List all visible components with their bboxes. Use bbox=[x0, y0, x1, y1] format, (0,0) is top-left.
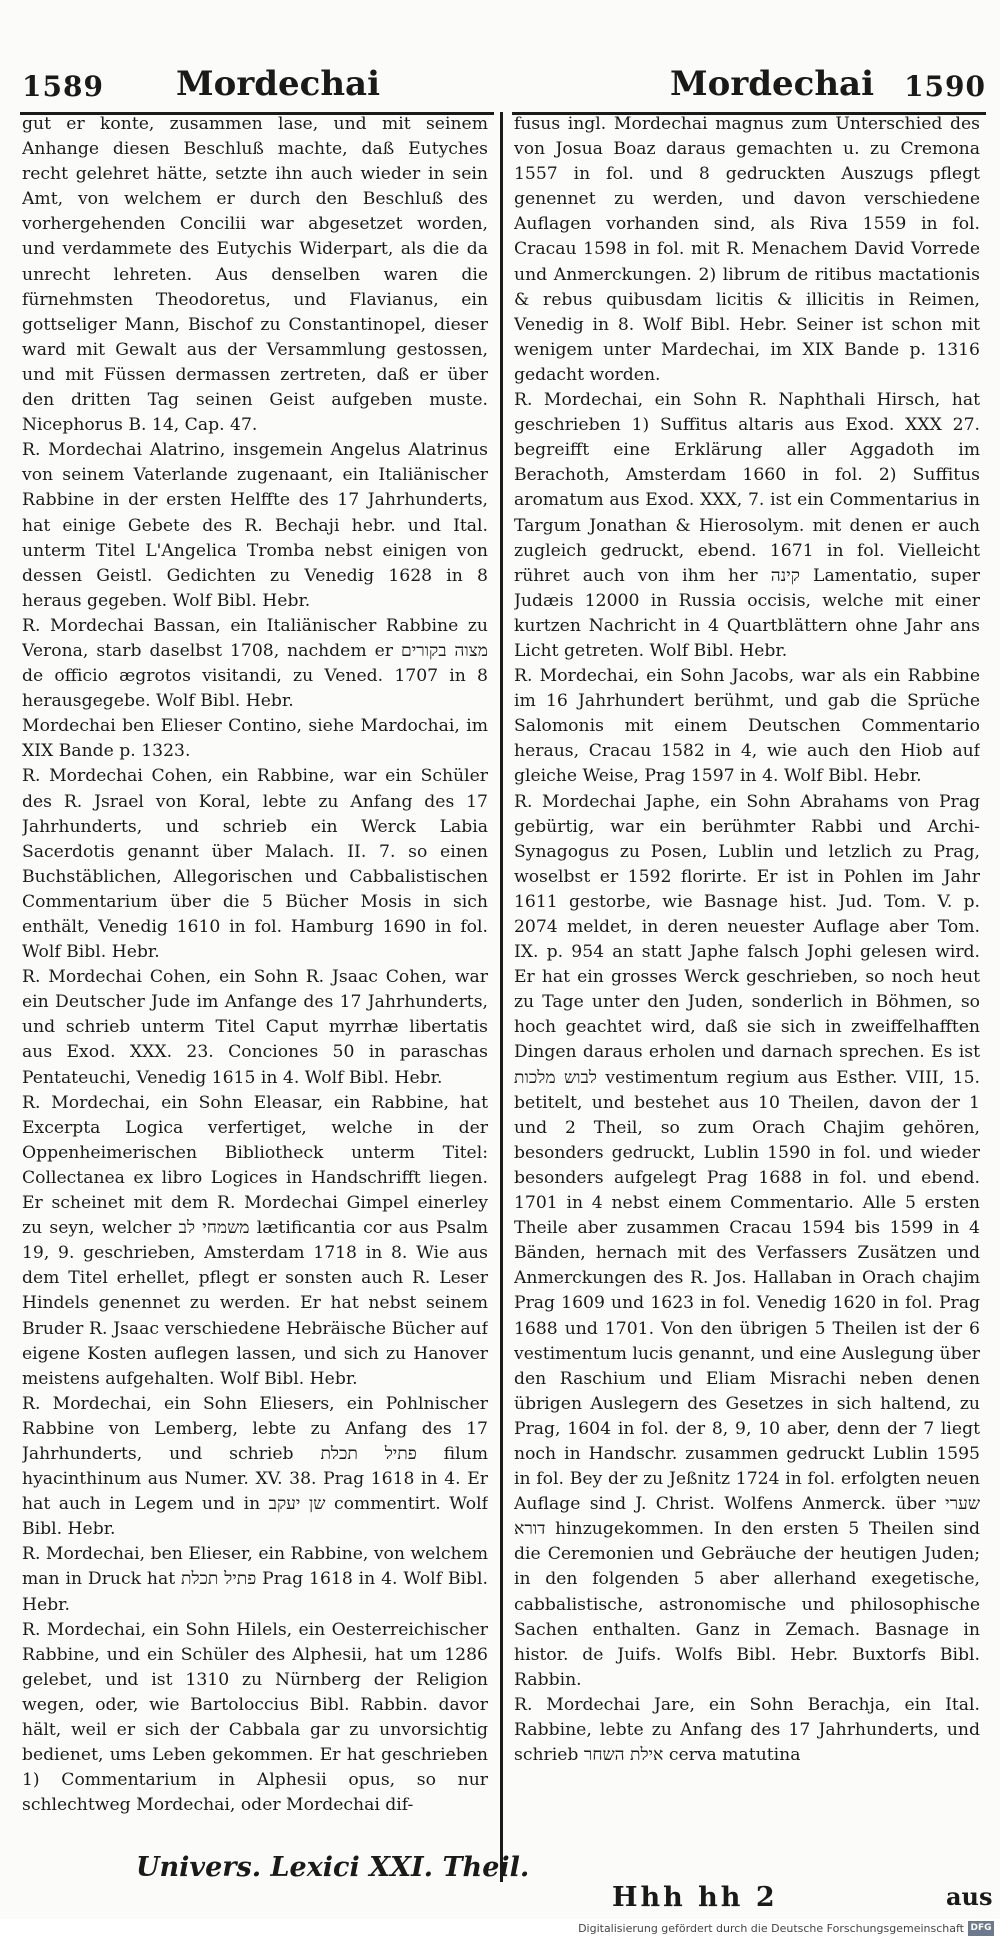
left-paragraph: R. Mordechai Cohen, ein Rabbine, war ein Schüler des R. Jsrael von Koral, lebte zu Anfang des 17 Jahrhunderts, und schrieb ein Werck Labia Sacerdotis genannt über Malach. II. 7. so einen Buchstäblichen, Allegorischen und Cabbalistischen Commentarium über die 5 Bücher Mosis in sich enthält, Venedig 1610 in fol. Hamburg 1690 in fol. Wolf Bibl. Hebr. bbox=[22, 766, 488, 963]
right-paragraph: fusus ingl. Mordechai magnus zum Unterschied des von Josua Boaz daraus gemachten u. zu Cremona 1557 in fol. und 8 gedruckten Auszugs pflegt genennet zu werden, und davon verschiedene Auflagen vorhanden sind, als Riva 1559 in fol. Cracau 1598 in fol. mit R. Menachem David Vorrede und Anmerckungen. 2) librum de ritibus mactationis & rebus quibusdam licitis & illicitis in Reimen, Venedig in 8. Wolf Bibl. Hebr. Seiner ist schon mit wenigem unter Mardechai, im XIX Bande p. 1316 gedacht worden. bbox=[514, 114, 980, 385]
page-header bbox=[0, 64, 1000, 114]
right-paragraph: R. Mordechai Japhe, ein Sohn Abrahams von Prag gebürtig, war ein berühmter Rabbi und Archi-Synagogus zu Posen, Lublin und letzlich zu Prag, woselbst er 1592 florirte. Er ist in Pohlen im Jahr 1611 gestorbe, wie Basnage hist. Jud. Tom. V. p. 2074 meldet, in deren neuester Auflage aber Tom. IX. p. 954 an statt Japhe falsch Jophi gelesen wird. Er hat ein grosses Werck geschrieben, so noch heut zu Tage unter den Juden, sonderlich in Böhmen, so hoch geachtet wird, daß sie sich in zweiffelhafften Dingen daraus erholen und darnach sprechen. Es ist לבוש מלכות vestimentum regium aus Esther. VIII, 15. betitelt, und bestehet aus 10 Theilen, davon der 1 und 2 Theil, so zum Orach Chajim gehören, besonders gedruckt, Lublin 1590 in fol. und wieder besonders aufgelegt Prag 1688 in fol. und ebend. 1701 in 4 nebst einem Commentario. Alle 5 ersten Theile aber zusammen Cracau 1594 bis 1599 in 4 Bänden, hernach mit des Verfassers Zusätzen und Anmerckungen des R. Jos. Hallaban in Orach chajim Prag 1609 und 1623 in fol. Venedig 1620 in fol. Prag 1688 und 1701. Von den übrigen 5 Theilen ist der 6 vestimentum lucis genannt, und eine Auslegung über den Raschium und Eliam Misrachi neben denen übrigen Auslegern des Gesetzes in sich haltend, zu Prag, 1604 in fol. der 8, 9, 10 aber, denn der 7 liegt noch in Handschr. zusammen gedruckt Lublin 1595 in fol. Bey der zu Jeßnitz 1724 in fol. erfolgten neuen Auflage sind J. Christ. Wolfens Anmerck. über שערי דורא hinzugekommen. In den ersten 5 Theilen sind die Ceremonien und Gebräuche der heutigen Juden; in den folgenden 5 aber allerhand exegetische, cabbalistische, astronomische und philosophische Sachen enthalten. Ganz in Zemach. Basnage in histor. de Juifs. Wolfs Bibl. Hebr. Buxtorfs Bibl. Rabbin. bbox=[514, 791, 980, 1690]
right-paragraph: R. Mordechai Jare, ein Sohn Berachja, ein Ital. Rabbine, lebte zu Anfang des 17 Jahrhunderts, und schrieb אילת השחר cerva matutina bbox=[514, 1694, 980, 1766]
right-page-number: 1590 bbox=[904, 70, 986, 103]
left-paragraph: Mordechai ben Elieser Contino, siehe Mardochai, im XIX Bande p. 1323. bbox=[22, 716, 488, 762]
digitization-notice: Digitalisierung gefördert durch die Deutsche Forschungsgemeinschaft bbox=[578, 1922, 964, 1935]
column-divider bbox=[500, 112, 503, 1882]
volume-signature: Univers. Lexici XXI. Theil. bbox=[136, 1852, 530, 1883]
right-paragraph: R. Mordechai, ein Sohn Jacobs, war als ein Rabbine im 16 Jahrhundert berühmt, und gab die Sprüche Salomonis mit einem Deutschen Commentario heraus, Cracau 1582 in 4, wie auch den Hiob auf gleiche Weise, Prag 1597 in 4. Wolf Bibl. Hebr. bbox=[514, 666, 980, 787]
left-column bbox=[22, 112, 488, 1840]
catchword: aus bbox=[946, 1882, 993, 1911]
left-paragraph: R. Mordechai, ben Elieser, ein Rabbine, von welchem man in Druck hat פתיל תכלת Prag 1618 in 4. Wolf Bibl. Hebr. bbox=[22, 1544, 488, 1615]
left-paragraph: R. Mordechai, ein Sohn Eleasar, ein Rabbine, hat Excerpta Logica verfertiget, welche in der Oppenheimerischen Bibliotheck unterm Titel: Collectanea ex libro Logices in Handschrifft liegen. Er scheinet mit dem R. Mordechai Gimpel einerley zu seyn, welcher משמחי לב lætificantia cor aus Psalm 19, 9. geschrieben, Amsterdam 1718 in 8. Wie aus dem Titel erhellet, pflegt er sonsten auch R. Leser Hindels genennet zu werden. Er hat nebst seinem Bruder R. Jsaac verschiedene Hebräische Bücher auf eigene Kosten auflegen lassen, und sich zu Hanover meistens aufgehalten. Wolf Bibl. Hebr. bbox=[22, 1092, 488, 1389]
left-paragraph: R. Mordechai, ein Sohn Hilels, ein Oesterreichischer Rabbine, und ein Schüler des Alphesii, hat um 1286 gelebet, und ist 1310 zu Nürnberg der Religion wegen, oder, wie Bartoloccius Bibl. Rabbin. davor hält, weil er sich der Cabbala gar zu unvorsichtig bedienet, ums Leben gekommen. Er hat geschrieben 1) Commentarium in Alphesii opus, so nur schlechtweg Mordechai, oder Mordechai dif- bbox=[22, 1619, 488, 1816]
left-paragraph: R. Mordechai Bassan, ein Italiänischer Rabbine zu Verona, starb daselbst 1708, nachdem er מצוה בקורים de officio ægrotos visitandi, zu Vened. 1707 in 8 herausgegebe. Wolf Bibl. Hebr. bbox=[22, 615, 488, 712]
right-running-title: Mordechai bbox=[670, 64, 874, 104]
left-paragraph: R. Mordechai, ein Sohn Eliesers, ein Pohlnischer Rabbine von Lemberg, lebte zu Anfang des 17 Jahrhunderts, und schrieb פתיל תכלת filum hyacinthinum aus Numer. XV. 38. Prag 1618 in 4. Er hat auch in Legem und in שן יעקב commentirt. Wolf Bibl. Hebr. bbox=[22, 1393, 488, 1540]
right-paragraph: R. Mordechai, ein Sohn R. Naphthali Hirsch, hat geschrieben 1) Suffitus altaris aus Exod. XXX 27. begreifft eine Erklärung aller Aggadoth im Berachoth, Amsterdam 1660 in fol. 2) Suffitus aromatum aus Exod. XXX, 7. ist ein Commentarius in Targum Jonathan & Hierosolym. mit denen er auch zugleich gedruckt, ebend. 1671 in fol. Vielleicht rühret auch von ihm her קינה Lamentatio, super Judæis 12000 in Russia occisis, welche mit einer kurtzen Nachricht in 4 Quartblättern ohne Jahr ans Licht getreten. Wolf Bibl. Hebr. bbox=[514, 390, 980, 661]
right-column bbox=[514, 112, 980, 1840]
left-paragraph: R. Mordechai Cohen, ein Sohn R. Jsaac Cohen, war ein Deutscher Jude im Anfange des 17 Jahrhunderts, und schrieb unterm Titel Caput myrrhæ libertatis aus Exod. XXX. 23. Conciones 50 in paraschas Pentateuchi, Venedig 1615 in 4. Wolf Bibl. Hebr. bbox=[22, 967, 488, 1088]
dfg-logo-icon: DFG bbox=[968, 1921, 994, 1936]
digitization-bar bbox=[0, 1919, 1000, 1939]
left-running-title: Mordechai bbox=[176, 64, 380, 104]
left-page-number: 1589 bbox=[22, 70, 104, 103]
left-paragraph: gut er konte, zusammen lase, und mit seinem Anhange diesen Beschluß machte, daß Eutyches recht gelehret hätte, setzte ihn auch wieder in sein Amt, von welchem er durch den Beschluß des vorhergehenden Concilii war abgesetzet worden, und verdammete des Eutychis Widerpart, als die da unrecht lehreten. Aus denselben waren die fürnehmsten Theodoretus, und Flavianus, ein gottseliger Mann, Bischof zu Constantinopel, dieser ward mit Gewalt aus der Versammlung gestossen, und mit Füssen dermassen zertreten, daß er über den dritten Tag seinen Geist aufgeben muste. Nicephorus B. 14, Cap. 47. bbox=[22, 114, 488, 436]
signature-mark: Hhh hh 2 bbox=[612, 1882, 778, 1913]
left-paragraph: R. Mordechai Alatrino, insgemein Angelus Alatrinus von seinem Vaterlande zugenaant, ein Italiänischer Rabbine in der ersten Helffte des 17 Jahrhunderts, hat einige Gebete des R. Bechaji hebr. und Ital. unterm Titel L'Angelica Tromba nebst einigen von dessen Geistl. Gedichten zu Venedig 1628 in 8 heraus gegeben. Wolf Bibl. Hebr. bbox=[22, 440, 488, 611]
